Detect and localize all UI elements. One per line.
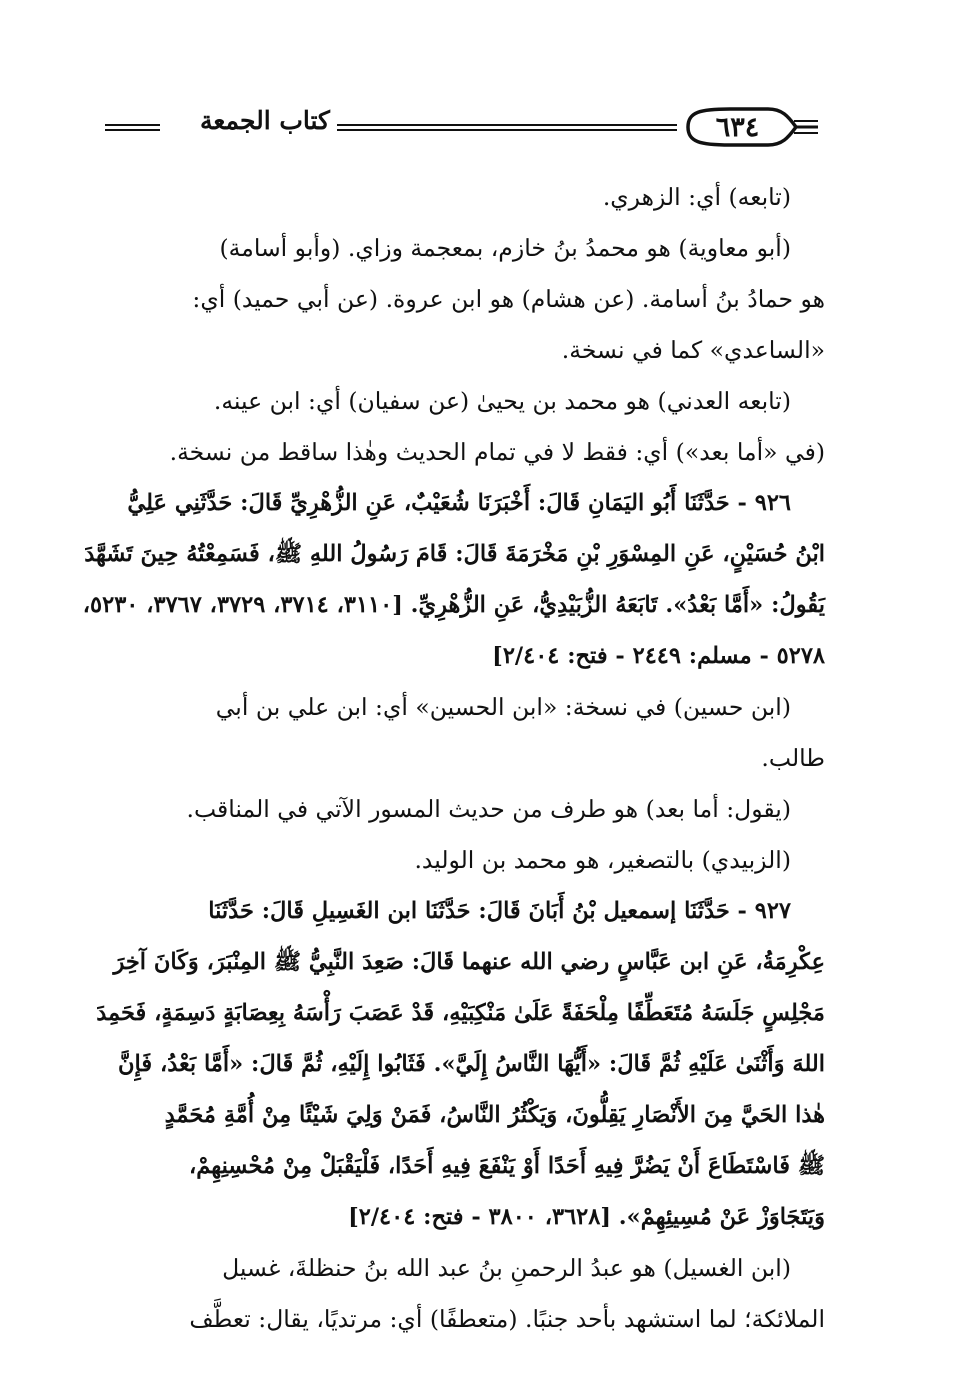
text-line: عِكْرِمَةُ، عَنِ ابن عَبَّاسٍ رضي الله عنهما قَالَ: صَعِدَ النَّبِيُّ ﷺ المِنْبَرَ، وَكَانَ آخِرَ [113, 949, 825, 975]
page-number-badge [670, 104, 820, 150]
text-line: (ابن حسين) في نسخة: «ابن الحسين» أي: ابن علي بن أبي [215, 693, 791, 721]
text-line: ٥٢٧٨ - مسلم: ٢٤٤٩ - فتح: ٢/٤٠٤] [492, 643, 825, 669]
text-line: طالب. [761, 744, 825, 772]
text-line: (ابن الغسيل) هو عبدُ الرحمنِ بنُ عبد الله بنُ حنظلةَ، غسيل [222, 1254, 791, 1282]
text-line: اللهَ وَأَثْنَىٰ عَلَيْهِ ثُمَّ قَالَ: «أَيُّهَا النَّاسُ إِلَيَّ». فَثَابُوا إِلَيْهِ، ثُمَّ قَالَ: «أَمَّا بَعْدُ، فَإِنَّ [117, 1051, 825, 1077]
text-line: (الزبيدي) بالتصغير، هو محمد بن الوليد. [414, 846, 791, 874]
text-line: هو حمادُ بنُ أسامة. (عن هشام) هو ابن عروة. (عن أبي حميد) أي: [192, 285, 825, 313]
text-line: (في «أما بعد») أي: فقط لا في تمام الحديث وهٰذا ساقط من نسخة. [169, 438, 825, 466]
book-title: كتاب الجمعة [200, 106, 330, 135]
text-line: ٩٢٧ - حَدَّثَنَا إسمعيل بْنُ أَبَانَ قَالَ: حَدَّثَنَا ابن الغَسِيلِ قَالَ: حَدَّثَنَا [208, 898, 791, 924]
text-line: يَقُولُ: «أَمَّا بَعْدُ». تَابَعَهُ الزُّبَيْدِيُّ، عَنِ الزُّهْرِيِّ. [٣١١٠، ٣٧١٤، ٣٧٢٩، ٣٧٦٧، ٥٢٣٠، [82, 592, 825, 618]
text-line: (تابعه العدني) هو محمد بن يحيىٰ (عن سفيان) أي: ابن عينه. [213, 387, 791, 415]
page-body [82, 172, 825, 1345]
text-line: الملائكة؛ لما استشهد بأحد جنبًا. (متعطفًا) أي: مرتديًا، يقال: تعطَّف [189, 1305, 825, 1333]
header-rule-middle [337, 124, 677, 131]
text-line: (يقول: أما بعد) هو طرف من حديث المسور الآتي في المناقب. [186, 795, 791, 823]
text-line: ﷺ فَاسْتَطَاعَ أَنْ يَضُرَّ فِيهِ أَحَدًا أَوْ يَنْفَعَ فِيهِ أَحَدًا، فَلْيَقْبَلْ مِنْ مُحْسِنِهِمْ، [188, 1153, 825, 1179]
text-line: (تابعه) أي: الزهري. [602, 183, 791, 211]
text-line: ابْنُ حُسَيْنٍ، عَنِ المِسْوَرِ بْنِ مَخْرَمَةَ قَالَ: قَامَ رَسُولُ اللهِ ﷺ، فَسَمِعْتُهُ حِينَ تَشَهَّدَ [84, 541, 825, 567]
page-number: ٦٣٤ [715, 112, 760, 143]
text-line: مَجْلِسٍ جَلَسَهُ مُتَعَطِّفًا مِلْحَفَةً عَلَىٰ مَنْكِبَيْهِ، قَدْ عَصَبَ رَأْسَهُ بِعِصَابَةٍ دَسِمَةٍ، فَحَمِدَ [96, 1000, 825, 1026]
page-header [105, 104, 825, 154]
text-line: «الساعدي» كما في نسخة. [561, 336, 825, 364]
header-rule-left [105, 124, 160, 131]
text-line: وَيَتَجَاوَزْ عَنْ مُسِيئِهِمْ». [٣٦٢٨، ٣٨٠٠ - فتح: ٢/٤٠٤] [348, 1204, 825, 1230]
text-line: (أبو معاوية) هو محمدُ بنُ خازم، بمعجمة وزاي. (وأبو أسامة) [219, 234, 791, 262]
text-line: ٩٢٦ - حَدَّثَنَا أَبُو اليَمَانِ قَالَ: أَخْبَرَنَا شُعَيْبٌ، عَنِ الزُّهْرِيِّ قَالَ: حَدَّثَنِي عَلِيُّ [127, 490, 791, 516]
text-line: هٰذا الحَيَّ مِنَ الأَنْصَارِ يَقِلُّونَ، وَيَكْثُرُ النَّاسُ، فَمَنْ وَلِيَ شَيْئًا مِنْ أُمَّةِ مُحَمَّدٍ [164, 1102, 825, 1128]
